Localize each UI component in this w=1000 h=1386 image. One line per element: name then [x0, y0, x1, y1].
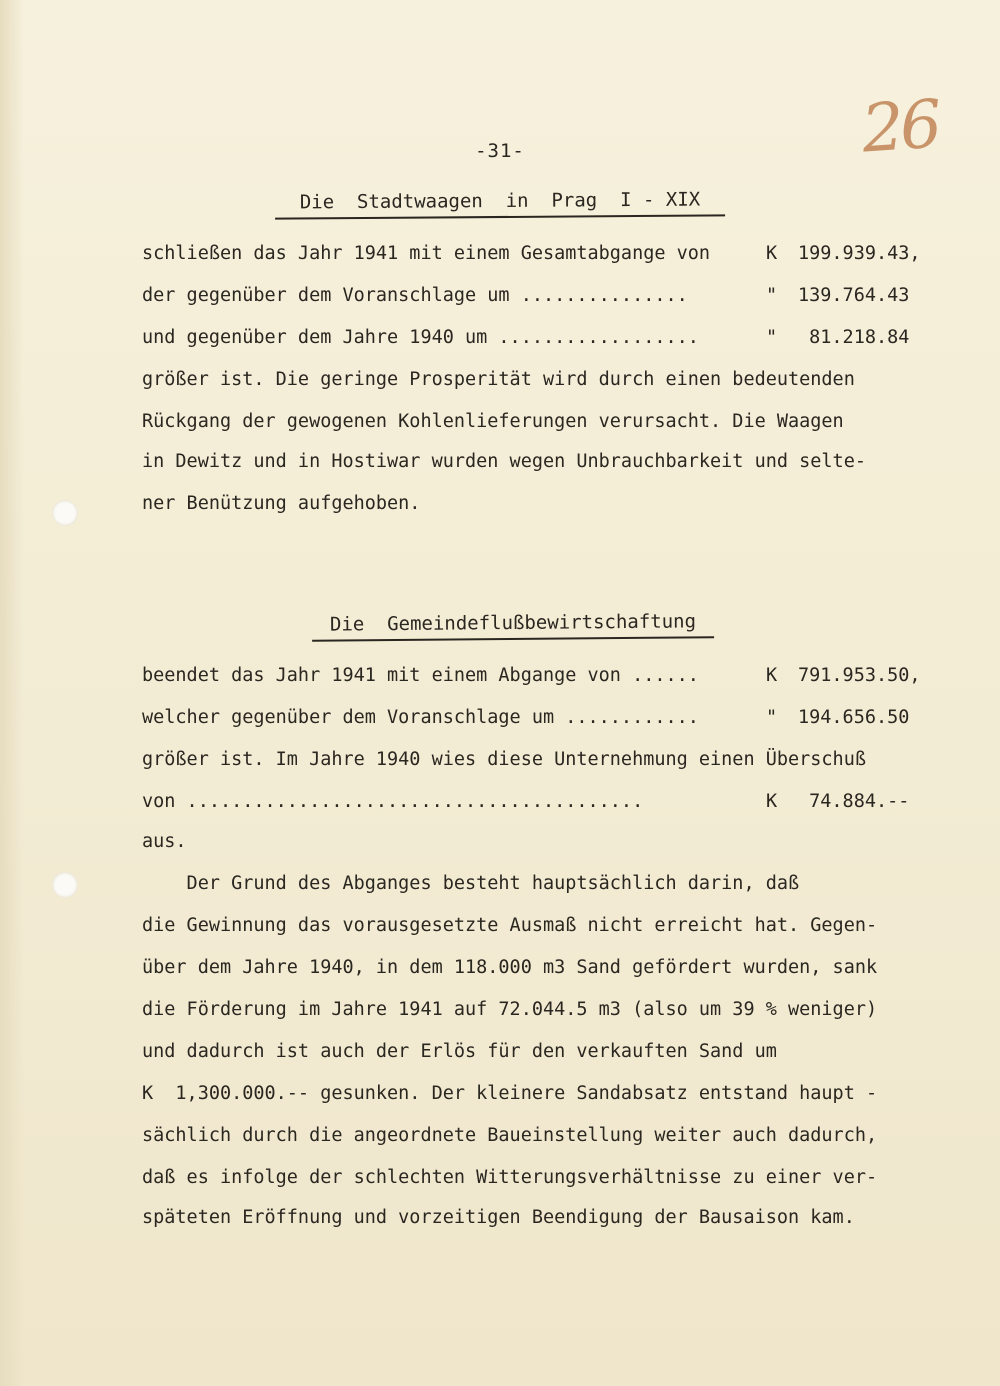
- punch-hole-bottom: [52, 872, 78, 898]
- ledger-row: [142, 326, 942, 350]
- paper-edge: [0, 0, 24, 1386]
- body-line: aus.: [142, 831, 187, 852]
- ledger-amount: 199.939.43,: [798, 243, 921, 264]
- paragraph-line: daß es infolge der schlechten Witterungsverhältnisse zu einer ver-: [142, 1167, 878, 1188]
- ledger-amount: 139.764.43: [798, 285, 910, 306]
- ledger-currency: K: [766, 243, 778, 264]
- paragraph-line: die Förderung im Jahre 1941 auf 72.044.5 m3 (also um 39 % weniger): [142, 999, 878, 1020]
- section-heading-gemeindefluss: Die Gemeindeflußbewirtschaftung: [312, 610, 714, 642]
- handwritten-archive-number: 26: [859, 85, 941, 168]
- paragraph-line: und dadurch ist auch der Erlös für den verkauften Sand um: [142, 1041, 777, 1062]
- ledger-row: [142, 664, 942, 688]
- ledger-currency: ": [766, 285, 778, 306]
- ledger-currency: ": [766, 707, 778, 728]
- paragraph-line: K 1,300.000.-- gesunken. Der kleinere Sandabsatz entstand haupt -: [142, 1083, 878, 1104]
- punch-hole-top: [52, 500, 78, 526]
- ledger-row: [142, 242, 942, 266]
- ledger-text: beendet das Jahr 1941 mit einem Abgange von ......: [142, 665, 699, 686]
- body-line: in Dewitz und in Hostiwar wurden wegen Unbrauchbarkeit und selte-: [142, 451, 866, 472]
- ledger-text: welcher gegenüber dem Voranschlage um ............: [142, 707, 699, 728]
- ledger-text: von .........................................: [142, 791, 644, 812]
- ledger-amount: 791.953.50,: [798, 665, 921, 686]
- page-number: -31-: [475, 140, 525, 162]
- body-line: größer ist. Im Jahre 1940 wies diese Unternehmung einen Überschuß: [142, 749, 866, 770]
- paragraph-line: über dem Jahre 1940, in dem 118.000 m3 Sand gefördert wurden, sank: [142, 957, 878, 978]
- ledger-amount: 194.656.50: [798, 707, 910, 728]
- ledger-row: [142, 706, 942, 730]
- ledger-currency: K: [766, 665, 778, 686]
- ledger-currency: ": [766, 327, 778, 348]
- ledger-text: schließen das Jahr 1941 mit einem Gesamtabgange von: [142, 243, 711, 264]
- ledger-row: [142, 284, 942, 308]
- paragraph-line: späteten Eröffnung und vorzeitigen Beendigung der Bausaison kam.: [142, 1207, 855, 1228]
- paragraph-line: Der Grund des Abganges besteht hauptsächlich darin, daß: [142, 873, 800, 894]
- body-line: ner Benützung aufgehoben.: [142, 493, 421, 514]
- body-line: Rückgang der gewogenen Kohlenlieferungen verursacht. Die Waagen: [142, 411, 844, 432]
- section-heading-stadtwaagen: Die Stadtwaagen in Prag I - XIX: [275, 188, 725, 219]
- ledger-text: und gegenüber dem Jahre 1940 um ..................: [142, 327, 699, 348]
- body-line: größer ist. Die geringe Prosperität wird durch einen bedeutenden: [142, 369, 855, 390]
- paragraph-line: sächlich durch die angeordnete Baueinstellung weiter auch dadurch,: [142, 1125, 878, 1146]
- ledger-text: der gegenüber dem Voranschlage um ...............: [142, 285, 688, 306]
- ledger-amount: 74.884.--: [798, 791, 910, 812]
- paragraph-line: die Gewinnung das vorausgesetzte Ausmaß nicht erreicht hat. Gegen-: [142, 915, 878, 936]
- ledger-row: [142, 790, 942, 814]
- ledger-currency: K: [766, 791, 778, 812]
- ledger-amount: 81.218.84: [798, 327, 910, 348]
